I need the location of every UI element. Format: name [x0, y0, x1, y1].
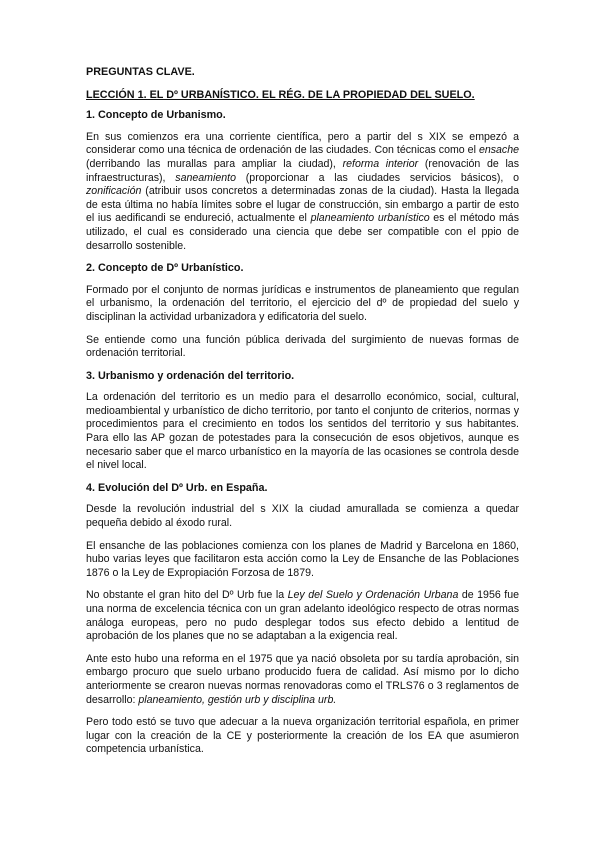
text-run: El ensanche de las poblaciones comienza con los planes de Madrid y Barcelona en 1860, hubo varias leyes que facilitaron esta acción como la Ley de Ensanche de las Poblaciones 1876 o la Ley de Expropiación Forzosa de 1879. [86, 539, 519, 579]
paragraph [86, 716, 519, 757]
paragraph [86, 653, 519, 707]
italic-text: ensache [478, 144, 519, 157]
paragraph [86, 131, 519, 253]
text-run: (proporcionar a las ciudades servicios básicos), o [235, 171, 519, 184]
italic-text: zonificación [86, 185, 142, 198]
text-run: es el método más utilizado, el cual es considerado una ciencia que debe ser compatible con el ppio de desarrollo sostenible. [86, 212, 519, 252]
section-heading: 2. Concepto de Dº Urbanístico. [86, 262, 244, 275]
text-run: (atribuir usos concretos a determinadas zonas de la ciudad). Hasta la llegada de esta última no había límites sobre el lugar de construcción, sin embargo a partir de esto el ius aedificandi se endureció, actualmente el [86, 185, 519, 225]
document-body [86, 109, 519, 757]
text-run: La ordenación del territorio es un medio para el desarrollo económico, social, cultural, medioambiental y urbanístico de dicho territorio, por tanto el conjunto de criterios, normas y procedimientos para el crecimiento en todos los sentidos del territorio y sus habitantes. Para ello las AP gozan de potestades para la consecución de esos objetivos, aunque es necesario saber que el marco urbanístico en la mayoría de las ocasiones se controla desde el nivel local. [86, 391, 519, 472]
paragraph [86, 503, 519, 530]
paragraph [86, 589, 519, 643]
italic-text: planeamiento, gestión urb y disciplina urb. [138, 693, 337, 706]
text-run: No obstante el gran hito del Dº Urb fue la [86, 589, 288, 602]
text-run: Pero todo estó se tuvo que adecuar a la nueva organización territorial española, en primer lugar con la creación de la CE y posteriormente la creación de los EA que asumieron competencia urbanística. [86, 716, 519, 756]
text-run: Formado por el conjunto de normas jurídicas e instrumentos de planeamiento que regulan el urbanismo, la ordenación del territorio, el ejercicio del dº de propiedad del suelo y disciplinan la actividad urbanizadora y edificatoria del suelo. [86, 283, 519, 323]
text-run: (renovación de las infraestructuras), [86, 157, 519, 184]
italic-text: reforma interior [342, 157, 419, 170]
paragraph [86, 334, 519, 361]
text-run: Ante esto hubo una reforma en el 1975 que ya nació obsoleta por su tardía aprobación, sin embargo procuro que suelo urbano producido fuera de calidad. Así mismo por lo dicho anteriormente se crearon nuevas normas renovadoras como el TRLS76 o 3 reglamentos de desarrollo: [86, 652, 519, 706]
section-heading: 1. Concepto de Urbanismo. [86, 109, 226, 122]
section-heading: 3. Urbanismo y ordenación del territorio. [86, 369, 295, 382]
italic-text: saneamiento [175, 171, 236, 184]
text-run: En sus comienzos era una corriente científica, pero a partir del s XIX se empezó a considerar como una técnica de ordenación de las ciudades. Con técnicas como el [86, 130, 519, 157]
italic-text: planeamiento urbanístico [310, 212, 430, 225]
text-run: Se entiende como una función pública derivada del surgimiento de nuevas formas de ordenación territorial. [86, 333, 519, 360]
paragraph [86, 540, 519, 581]
paragraph [86, 284, 519, 325]
lesson-title: LECCIÓN 1. EL Dº URBANÍSTICO. EL RÉG. DE LA PROPIEDAD DEL SUELO. [86, 88, 475, 101]
text-run: (derribando las murallas para ampliar la ciudad), [86, 157, 343, 170]
paragraph [86, 391, 519, 473]
section-heading: 4. Evolución del Dº Urb. en España. [86, 481, 268, 494]
italic-text: Ley del Suelo y Ordenación Urbana [287, 589, 459, 602]
document-title: PREGUNTAS CLAVE. [86, 66, 195, 78]
text-run: Desde la revolución industrial del s XIX la ciudad amurallada se comienza a quedar pequeña debido al éxodo rural. [86, 503, 519, 530]
text-run: de 1956 fue una norma de excelencia técnica con un gran adelanto ideológico respecto de otras normas análoga europeas, pero no pudo desplegar todos sus efecto debido a lentitud de aprobación de los planes que no se adaptaban a la exigencia real. [86, 589, 519, 643]
